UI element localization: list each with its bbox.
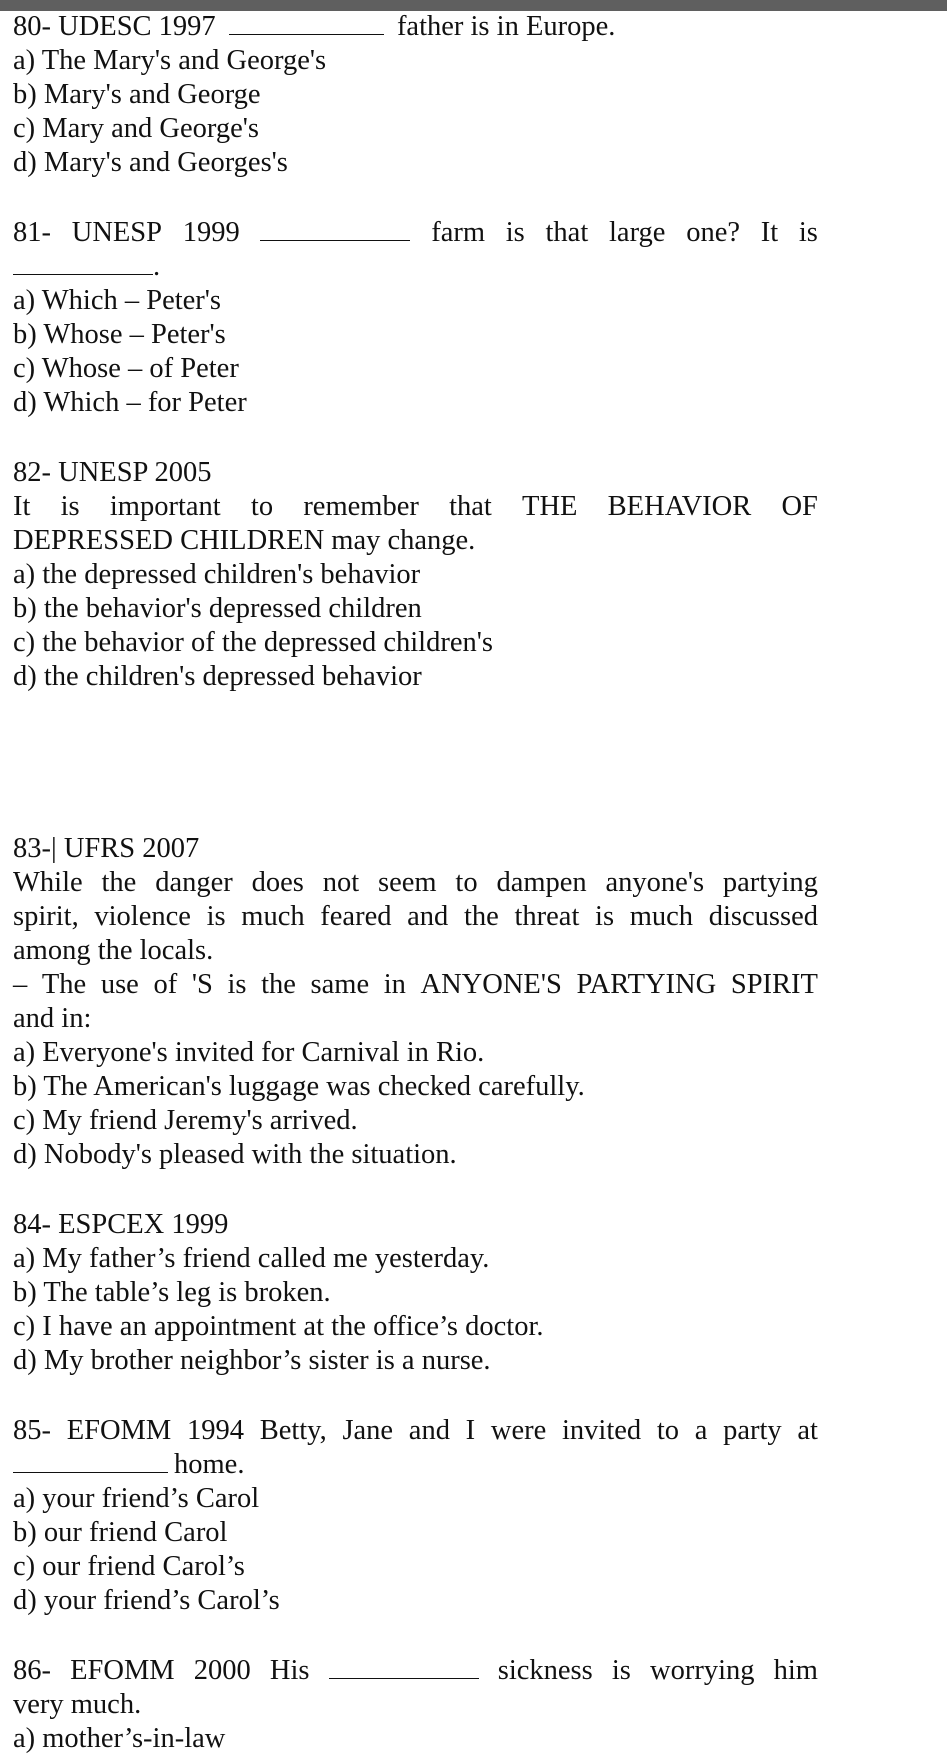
word: is — [505, 217, 525, 248]
word: I — [465, 1415, 476, 1446]
word: It — [13, 491, 31, 522]
option-d[interactable]: d) Mary's and Georges's — [13, 147, 288, 178]
option-a[interactable]: a) Everyone's invited for Carnival in Rio. — [13, 1037, 485, 1068]
question-86-stem-line-1 — [13, 1654, 818, 1688]
word: is — [798, 217, 818, 248]
word: discussed — [708, 901, 818, 932]
word: important — [109, 491, 221, 522]
word: EFOMM — [70, 1655, 175, 1686]
word: UNESP — [71, 217, 163, 248]
word: and — [407, 901, 449, 932]
spacer — [13, 420, 818, 456]
question-81-stem-line-2 — [13, 250, 818, 284]
word: much — [241, 901, 305, 932]
word: the — [261, 969, 296, 1000]
question-84-header: 84- ESPCEX 1999 — [13, 1209, 229, 1240]
question-83 — [13, 832, 818, 1172]
word: SPIRIT — [730, 969, 818, 1000]
word: at — [797, 1415, 818, 1446]
question-81 — [13, 216, 818, 420]
word: 86- — [13, 1655, 51, 1686]
word: feared — [320, 901, 392, 932]
spacer — [13, 180, 818, 216]
word: ANYONE'S — [420, 969, 562, 1000]
word: PARTYING — [576, 969, 717, 1000]
word: 2000 — [193, 1655, 251, 1686]
answer-blank — [13, 1448, 168, 1473]
word: same — [310, 969, 370, 1000]
spacer — [13, 1378, 818, 1414]
question-86 — [13, 1654, 818, 1756]
option-b[interactable]: b) the behavior's depressed children — [13, 593, 422, 624]
word: large — [609, 217, 666, 248]
option-b[interactable]: b) Whose – Peter's — [13, 319, 226, 350]
word: His — [269, 1655, 310, 1686]
word: that — [449, 491, 492, 522]
word: farm — [431, 217, 486, 248]
word: THE — [522, 491, 578, 522]
question-86-stem-line-2: very much. — [13, 1689, 142, 1720]
word: Jane — [342, 1415, 394, 1446]
word: one? — [686, 217, 740, 248]
question-81-stem-line-1 — [13, 216, 818, 250]
word: Betty, — [259, 1415, 327, 1446]
spacer — [13, 1172, 818, 1208]
option-d[interactable]: d) Which – for Peter — [13, 387, 247, 418]
word: seem — [377, 867, 437, 898]
answer-blank — [13, 250, 153, 275]
question-80 — [13, 10, 818, 180]
word: much — [629, 901, 694, 932]
word: him — [773, 1655, 818, 1686]
answer-blank — [229, 10, 384, 35]
question-80-stem — [13, 10, 818, 44]
question-85-stem-line-2 — [13, 1448, 818, 1482]
word: to — [656, 1415, 680, 1446]
option-d[interactable]: d) Nobody's pleased with the situation. — [13, 1139, 457, 1170]
question-83-stem-line-2: and in: — [13, 1003, 92, 1034]
word: dampen — [496, 867, 587, 898]
answer-blank — [260, 216, 410, 241]
word: the — [463, 901, 499, 932]
word: 81- — [13, 217, 51, 248]
word: to — [455, 867, 478, 898]
question-84 — [13, 1208, 818, 1378]
word: in — [383, 969, 406, 1000]
word: sickness — [497, 1655, 593, 1686]
word: does — [251, 867, 304, 898]
option-c[interactable]: c) Whose – of Peter — [13, 353, 239, 384]
question-80-header: 80- UDESC 1997 — [13, 11, 216, 42]
question-83-stem-line-1 — [13, 968, 818, 1002]
word: party — [723, 1415, 782, 1446]
option-b[interactable]: b) our friend Carol — [13, 1517, 228, 1548]
word: violence — [94, 901, 191, 932]
word: not — [322, 867, 360, 898]
sentence-end: home. — [174, 1449, 245, 1480]
word: and — [408, 1415, 450, 1446]
word: spirit, — [13, 901, 79, 932]
option-a[interactable]: a) My father’s friend called me yesterday. — [13, 1243, 490, 1274]
word: anyone's — [605, 867, 705, 898]
question-82-stem-line-1 — [13, 490, 818, 524]
word: worrying — [650, 1655, 755, 1686]
question-85-stem-line-1 — [13, 1414, 818, 1448]
question-82-header: 82- UNESP 2005 — [13, 457, 212, 488]
option-b[interactable]: b) The American's luggage was checked carefully. — [13, 1071, 585, 1102]
word: It — [760, 217, 779, 248]
word: the — [101, 867, 137, 898]
word: BEHAVIOR — [607, 491, 752, 522]
word: use — [100, 969, 139, 1000]
word: invited — [561, 1415, 642, 1446]
question-80-stem-text: father is in Europe. — [396, 11, 616, 42]
word: danger — [155, 867, 233, 898]
word: were — [490, 1415, 547, 1446]
word: of — [153, 969, 178, 1000]
option-d[interactable]: d) your friend’s Carol’s — [13, 1585, 280, 1616]
option-a[interactable]: a) the depressed children's behavior — [13, 559, 421, 590]
option-a[interactable]: a) Which – Peter's — [13, 285, 222, 316]
word: to — [250, 491, 274, 522]
word: 1999 — [182, 217, 240, 248]
option-c[interactable]: c) our friend Carol’s — [13, 1551, 245, 1582]
word: – — [13, 969, 28, 1000]
question-83-header: 83-| UFRS 2007 — [13, 833, 200, 864]
question-83-text-line-2 — [13, 900, 818, 934]
word: EFOMM — [66, 1415, 172, 1446]
word: OF — [781, 491, 818, 522]
option-a[interactable]: a) The Mary's and George's — [13, 45, 327, 76]
question-82-stem-line-2: DEPRESSED CHILDREN may change. — [13, 525, 476, 556]
word: 1994 — [186, 1415, 244, 1446]
question-82 — [13, 456, 818, 694]
word: 'S — [191, 969, 213, 1000]
question-85 — [13, 1414, 818, 1618]
word: 85- — [13, 1415, 51, 1446]
option-c[interactable]: c) Mary and George's — [13, 113, 259, 144]
spacer — [13, 1618, 818, 1654]
word: is — [206, 901, 226, 932]
option-d[interactable]: d) the children's depressed behavior — [13, 661, 422, 692]
option-c[interactable]: c) the behavior of the depressed children's — [13, 627, 493, 658]
word: is — [227, 969, 247, 1000]
option-a[interactable]: a) mother’s-in-law — [13, 1723, 226, 1754]
word: partying — [722, 867, 818, 898]
word: While — [13, 867, 83, 898]
question-83-text-line-1 — [13, 866, 818, 900]
option-c[interactable]: c) I have an appointment at the office’s doctor. — [13, 1311, 544, 1342]
option-c[interactable]: c) My friend Jeremy's arrived. — [13, 1105, 358, 1136]
word: is — [611, 1655, 631, 1686]
word: threat — [514, 901, 580, 932]
option-d[interactable]: d) My brother neighbor’s sister is a nurse. — [13, 1345, 491, 1376]
word: is — [60, 491, 80, 522]
option-b[interactable]: b) The table’s leg is broken. — [13, 1277, 331, 1308]
answer-blank — [329, 1654, 479, 1679]
question-83-text-line-3: among the locals. — [13, 935, 214, 966]
option-a[interactable]: a) your friend’s Carol — [13, 1483, 260, 1514]
word: a — [694, 1415, 708, 1446]
option-b[interactable]: b) Mary's and George — [13, 79, 261, 110]
word: remember — [303, 491, 419, 522]
sentence-end: . — [153, 251, 161, 282]
word: is — [595, 901, 615, 932]
word: that — [545, 217, 589, 248]
word: The — [41, 969, 87, 1000]
spacer — [13, 694, 818, 832]
exercise-document — [13, 10, 818, 1756]
